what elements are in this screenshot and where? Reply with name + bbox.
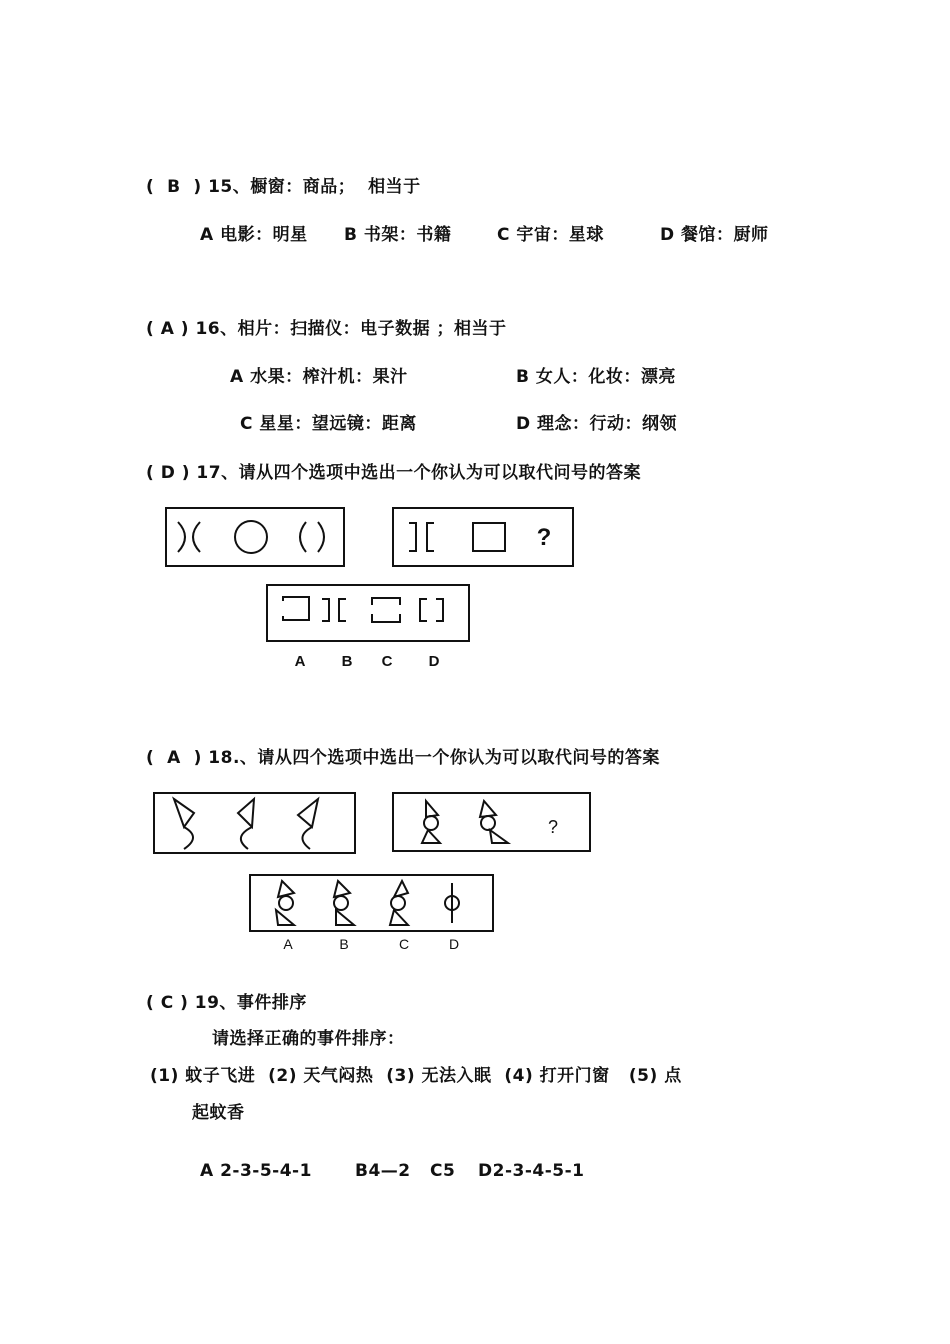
q18-option-d-shape — [445, 883, 459, 923]
q19-title: ( C ) 19、事件排序 — [146, 993, 307, 1013]
q15-option-c: C 宇宙：星球 — [497, 225, 604, 245]
q17-label-d: D — [428, 653, 440, 670]
q17-shape-square — [473, 523, 505, 551]
q18-option-a-shape — [276, 881, 294, 925]
q17-question-mark: ? — [536, 524, 552, 551]
q15-option-d: D 餐馆：厨师 — [660, 225, 769, 245]
q17-option-c-shape — [372, 598, 400, 622]
q18-figure — [150, 785, 610, 965]
q19-prompt: 请选择正确的事件排序： — [212, 1029, 405, 1049]
q17-figure — [150, 500, 590, 680]
q17-option-d-shape — [420, 599, 427, 621]
q19-option-c: C5 — [430, 1161, 456, 1181]
q19-option-b: B4—2 — [355, 1161, 411, 1181]
q16-option-a: A 水果：榨汁机：果汁 — [230, 367, 408, 387]
q18-option-b-shape — [334, 881, 354, 925]
q17-label-c: C — [381, 653, 393, 670]
q18-options-box — [250, 875, 493, 931]
q17-shape-paren — [300, 522, 306, 552]
q15-title: ( B ) 15、橱窗：商品； 相当于 — [146, 177, 421, 197]
q16-option-c: C 星星：望远镜：距离 — [240, 414, 417, 434]
q18-label-d: D — [448, 936, 460, 952]
q19-option-d: D2-3-4-5-1 — [478, 1161, 585, 1181]
q18-question-mark: ? — [547, 817, 559, 837]
q17-shape-bracket-pair — [409, 523, 416, 551]
q18-shape-2 — [238, 799, 254, 849]
q17-option-a-shape — [283, 597, 309, 620]
q18-label-c: C — [398, 936, 410, 952]
q17-shape-circle — [235, 521, 267, 553]
q17-label-b: B — [341, 653, 353, 670]
q18-option-c-shape — [390, 881, 408, 925]
q19-events-line-2: 起蚊香 — [192, 1103, 245, 1123]
q19-option-a: A 2-3-5-4-1 — [200, 1161, 312, 1181]
q16-option-d: D 理念：行动：纲领 — [516, 414, 678, 434]
q18-shape-3 — [298, 799, 318, 849]
q18-shape-4 — [422, 801, 440, 843]
q18-shape-1 — [174, 799, 194, 849]
q17-label-a: A — [294, 653, 306, 670]
q15-option-b: B 书架：书籍 — [344, 225, 452, 245]
q15-option-a: A 电影：明星 — [200, 225, 308, 245]
q19-events-line-1: (1) 蚊子飞进 (2) 天气闷热 (3) 无法入眠 (4) 打开门窗 (5) 点 — [150, 1066, 682, 1086]
q16-option-b: B 女人：化妆：漂亮 — [516, 367, 676, 387]
q18-shape-5 — [480, 801, 508, 843]
q17-option-b-shape — [322, 599, 329, 621]
q16-title: ( A ) 16、相片：扫描仪：电子数据 ；相当于 — [146, 319, 507, 339]
q17-shape-arc-pair — [178, 522, 185, 552]
q17-title: ( D ) 17、请从四个选项中选出一个你认为可以取代问号的答案 — [146, 463, 642, 483]
q18-label-a: A — [283, 936, 293, 952]
q18-title: ( A ) 18.、请从四个选项中选出一个你认为可以取代问号的答案 — [146, 748, 660, 768]
q18-label-b: B — [339, 936, 349, 952]
q17-options-box — [267, 585, 469, 641]
